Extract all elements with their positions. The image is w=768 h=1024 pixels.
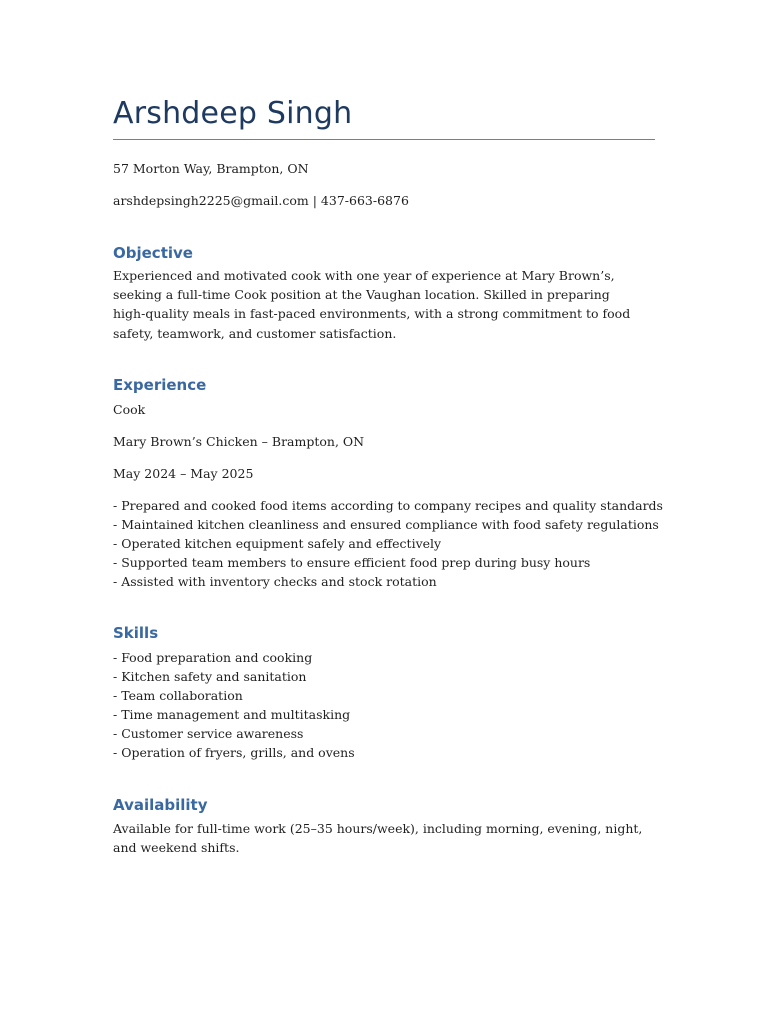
list-item: - Maintained kitchen cleanliness and ensured compliance with food safety regulations: [113, 517, 659, 532]
job-title: Cook: [113, 402, 146, 417]
name-divider: [113, 139, 655, 140]
list-item: - Time management and multitasking: [113, 707, 351, 722]
job-dates: May 2024 – May 2025: [113, 466, 254, 481]
experience-heading: Experience: [113, 376, 207, 394]
list-item: - Team collaboration: [113, 688, 243, 703]
duties-list: [113, 496, 663, 591]
employer-line: Mary Brown’s Chicken – Brampton, ON: [113, 434, 365, 449]
list-item: - Assisted with inventory checks and stock rotation: [113, 574, 437, 589]
candidate-name: Arshdeep Singh: [113, 96, 353, 131]
availability-text: Available for full-time work (25–35 hours/week), including morning, evening, night, and weekend shifts.: [113, 821, 643, 856]
list-item: - Food preparation and cooking: [113, 650, 313, 665]
list-item: - Operation of fryers, grills, and ovens: [113, 745, 355, 760]
skills-list: [113, 648, 355, 762]
list-item: - Prepared and cooked food items according to company recipes and quality standards: [113, 498, 663, 513]
objective-heading: Objective: [113, 244, 193, 262]
address-line: 57 Morton Way, Brampton, ON: [113, 161, 309, 176]
list-item: - Kitchen safety and sanitation: [113, 669, 307, 684]
objective-text: Experienced and motivated cook with one year of experience at Mary Brown’s, seeking a full-time Cook position at the Vaughan location. Skilled in preparing high-quality meals in fast-paced environments, with a strong commitment to food safety, teamwork, and customer satisfaction.: [113, 268, 631, 341]
availability-heading: Availability: [113, 796, 208, 814]
list-item: - Customer service awareness: [113, 726, 304, 741]
list-item: - Supported team members to ensure efficient food prep during busy hours: [113, 555, 591, 570]
contact-line: arshdepsingh2225@gmail.com | 437-663-6876: [113, 193, 409, 208]
skills-heading: Skills: [113, 624, 159, 642]
list-item: - Operated kitchen equipment safely and effectively: [113, 536, 442, 551]
